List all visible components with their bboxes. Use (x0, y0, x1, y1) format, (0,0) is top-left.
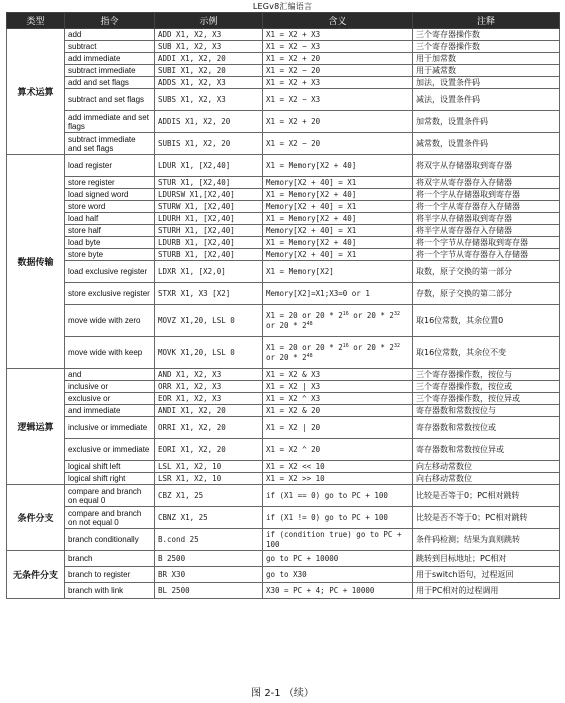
table-row (7, 77, 560, 89)
instruction-example: ADD X1, X2, X3 (155, 29, 263, 41)
instruction-name: subtract immediate and set flags (65, 133, 155, 155)
instruction-name: exclusive or (65, 393, 155, 405)
instruction-example: SUBIS X1, X2, 20 (155, 133, 263, 155)
instruction-note: 用于switch语句，过程返回 (413, 567, 560, 583)
table-body (7, 29, 560, 599)
instruction-note: 寄存器数和常数按位或 (413, 417, 560, 439)
instruction-name: store half (65, 225, 155, 237)
table-row (7, 551, 560, 567)
instruction-example: STURH X1, [X2,40] (155, 225, 263, 237)
instruction-meaning: X1 = Memory[X2 + 40] (263, 213, 413, 225)
instruction-name: branch with link (65, 583, 155, 599)
instruction-note: 比较是否不等于0；PC相对跳转 (413, 507, 560, 529)
instruction-example: B.cond 25 (155, 529, 263, 551)
instruction-example: STURW X1, [X2,40] (155, 201, 263, 213)
table-row (7, 507, 560, 529)
instruction-name: subtract (65, 41, 155, 53)
instruction-name: and (65, 369, 155, 381)
header-type: 类型 (7, 13, 65, 29)
instruction-name: store word (65, 201, 155, 213)
instruction-note: 减法，设置条件码 (413, 89, 560, 111)
instruction-example: B 2500 (155, 551, 263, 567)
table-row (7, 225, 560, 237)
meaning-text: or 20 * 2 (266, 352, 307, 362)
instruction-meaning: X1 = X2 + X3 (263, 29, 413, 41)
instruction-meaning: X1 = Memory[X2 + 40] (263, 155, 413, 177)
category-cell: 数据传输 (7, 155, 65, 369)
instruction-meaning: X1 = X2 >> 10 (263, 473, 413, 485)
instruction-meaning: X30 = PC + 4; PC + 10000 (263, 583, 413, 599)
instruction-note: 向左移动常数位 (413, 461, 560, 473)
instruction-example: MOVZ X1,20, LSL 0 (155, 305, 263, 337)
table-row (7, 155, 560, 177)
instruction-example: AND X1, X2, X3 (155, 369, 263, 381)
instruction-meaning: X1 = X2 & 20 (263, 405, 413, 417)
instruction-example: ORR X1, X2, X3 (155, 381, 263, 393)
instruction-example: STUR X1, [X2,40] (155, 177, 263, 189)
instruction-meaning: X1 = X2 ^ 20 (263, 439, 413, 461)
instruction-example: LDURH X1, [X2,40] (155, 213, 263, 225)
meaning-text: or 20 * 2 (348, 311, 394, 320)
instruction-example: LDURSW X1,[X2,40] (155, 189, 263, 201)
table-row (7, 393, 560, 405)
table-row (7, 381, 560, 393)
instruction-note: 将一个字节从寄存器存入存储器 (413, 249, 560, 261)
instruction-name: move wide with zero (65, 305, 155, 337)
instruction-note: 将半字从寄存器存入存储器 (413, 225, 560, 237)
table-row (7, 583, 560, 599)
instruction-name: add and set flags (65, 77, 155, 89)
table-row (7, 53, 560, 65)
instruction-name: branch conditionally (65, 529, 155, 551)
instruction-example: STURB X1, [X2,40] (155, 249, 263, 261)
instruction-example: ANDI X1, X2, 20 (155, 405, 263, 417)
instruction-example: LSL X1, X2, 10 (155, 461, 263, 473)
instruction-note: 比较是否等于0；PC相对跳转 (413, 485, 560, 507)
instruction-note: 条件码检测；结果为真则跳转 (413, 529, 560, 551)
instruction-meaning: X1 = Memory[X2 + 40] (263, 189, 413, 201)
instruction-meaning: X1 = X2 − X3 (263, 41, 413, 53)
instruction-example: BL 2500 (155, 583, 263, 599)
instruction-note: 将一个字节从存储器取到寄存器 (413, 237, 560, 249)
legv8-table (6, 12, 560, 599)
instruction-example: LDUR X1, [X2,40] (155, 155, 263, 177)
page-title: LEGv8汇编语言 (252, 2, 313, 11)
table-row (7, 485, 560, 507)
instruction-meaning: X1 = X2 & X3 (263, 369, 413, 381)
instruction-note: 三个寄存器操作数 (413, 29, 560, 41)
instruction-name: load half (65, 213, 155, 225)
instruction-example: STXR X1, X3 [X2] (155, 283, 263, 305)
instruction-example: SUB X1, X2, X3 (155, 41, 263, 53)
instruction-note: 将双字从寄存器存入存储器 (413, 177, 560, 189)
table-row (7, 405, 560, 417)
instruction-note: 用于减常数 (413, 65, 560, 77)
instruction-meaning: if (X1 != 0) go to PC + 100 (263, 507, 413, 529)
table-row (7, 213, 560, 225)
table-row (7, 111, 560, 133)
instruction-name: logical shift right (65, 473, 155, 485)
instruction-name: load exclusive register (65, 261, 155, 283)
instruction-note: 三个寄存器操作数 (413, 41, 560, 53)
instruction-meaning: Memory[X2 + 40] = X1 (263, 201, 413, 213)
instruction-note: 取16位常数，其余位置0 (413, 305, 560, 337)
table-row (7, 305, 560, 337)
instruction-meaning: X1 = Memory[X2] (263, 261, 413, 283)
instruction-example: LDURB X1, [X2,40] (155, 237, 263, 249)
instruction-note: 存数，原子交换的第二部分 (413, 283, 560, 305)
instruction-meaning (263, 337, 413, 369)
instruction-example: ORRI X1, X2, 20 (155, 417, 263, 439)
instruction-example: BR X30 (155, 567, 263, 583)
table-row (7, 337, 560, 369)
table-row (7, 261, 560, 283)
table-row (7, 249, 560, 261)
instruction-note: 三个寄存器操作数，按位异或 (413, 393, 560, 405)
instruction-note: 三个寄存器操作数，按位与 (413, 369, 560, 381)
instruction-note: 将一个字从存储器取到寄存器 (413, 189, 560, 201)
instruction-note: 用于加常数 (413, 53, 560, 65)
meaning-text: X1 = 20 or 20 * 2 (266, 311, 343, 320)
exponent: 16 (342, 343, 349, 349)
instruction-note: 加法，设置条件码 (413, 77, 560, 89)
instruction-example: EOR X1, X2, X3 (155, 393, 263, 405)
instruction-name: compare and branch on equal 0 (65, 485, 155, 507)
instruction-note: 减常数，设置条件码 (413, 133, 560, 155)
instruction-note: 寄存器数和常数按位异或 (413, 439, 560, 461)
instruction-meaning: X1 = X2 + X3 (263, 77, 413, 89)
instruction-example: EORI X1, X2, 20 (155, 439, 263, 461)
table-row (7, 201, 560, 213)
instruction-name: store register (65, 177, 155, 189)
instruction-meaning: X1 = X2 + 20 (263, 53, 413, 65)
instruction-note: 将半字从存储器取到寄存器 (413, 213, 560, 225)
category-cell: 逻辑运算 (7, 369, 65, 485)
instruction-meaning: X1 = X2 − X3 (263, 89, 413, 111)
table-row (7, 29, 560, 41)
instruction-meaning: go to PC + 10000 (263, 551, 413, 567)
table-row (7, 133, 560, 155)
category-cell: 条件分支 (7, 485, 65, 551)
instruction-note: 向右移动常数位 (413, 473, 560, 485)
instruction-meaning: X1 = X2 − 20 (263, 133, 413, 155)
instruction-example: CBZ X1, 25 (155, 485, 263, 507)
instruction-note: 将双字从存储器取到寄存器 (413, 155, 560, 177)
exponent: 48 (306, 352, 313, 359)
instruction-meaning: X1 = X2 − 20 (263, 65, 413, 77)
instruction-example: ADDIS X1, X2, 20 (155, 111, 263, 133)
table-row (7, 65, 560, 77)
instruction-name: exclusive or immediate (65, 439, 155, 461)
header-meaning: 含义 (263, 13, 413, 29)
table-row (7, 283, 560, 305)
instruction-note: 取数，原子交换的第一部分 (413, 261, 560, 283)
table-row (7, 189, 560, 201)
instruction-meaning: Memory[X2 + 40] = X1 (263, 225, 413, 237)
table-row (7, 567, 560, 583)
table-row (7, 177, 560, 189)
instruction-name: move wide with keep (65, 337, 155, 369)
header-row (7, 13, 560, 29)
exponent: 32 (393, 311, 400, 317)
instruction-example: ADDS X1, X2, X3 (155, 77, 263, 89)
instruction-meaning: X1 = X2 | X3 (263, 381, 413, 393)
instruction-meaning: Memory[X2 + 40] = X1 (263, 249, 413, 261)
table-row (7, 369, 560, 381)
instruction-name: store exclusive register (65, 283, 155, 305)
table-row (7, 439, 560, 461)
instruction-example: MOVK X1,20, LSL 0 (155, 337, 263, 369)
instruction-meaning: Memory[X2 + 40] = X1 (263, 177, 413, 189)
table-row (7, 41, 560, 53)
instruction-meaning: X1 = X2 ^ X3 (263, 393, 413, 405)
instruction-note: 跳转到目标地址；PC相对 (413, 551, 560, 567)
instruction-meaning: if (condition true) go to PC + 100 (263, 529, 413, 551)
instruction-name: inclusive or (65, 381, 155, 393)
table-row (7, 237, 560, 249)
instruction-example: ADDI X1, X2, 20 (155, 53, 263, 65)
instruction-example: SUBS X1, X2, X3 (155, 89, 263, 111)
instruction-name: load signed word (65, 189, 155, 201)
instruction-meaning: X1 = Memory[X2 + 40] (263, 237, 413, 249)
instruction-example: SUBI X1, X2, 20 (155, 65, 263, 77)
instruction-note: 加常数，设置条件码 (413, 111, 560, 133)
category-cell: 无条件分支 (7, 551, 65, 599)
header-instruction: 指令 (65, 13, 155, 29)
instruction-note: 取16位常数，其余位不变 (413, 337, 560, 369)
instruction-meaning: if (X1 == 0) go to PC + 100 (263, 485, 413, 507)
instruction-example: CBNZ X1, 25 (155, 507, 263, 529)
instruction-name: load byte (65, 237, 155, 249)
instruction-note: 用于PC相对的过程调用 (413, 583, 560, 599)
instruction-meaning (263, 305, 413, 337)
instruction-name: store byte (65, 249, 155, 261)
instruction-name: load register (65, 155, 155, 177)
instruction-name: branch (65, 551, 155, 567)
instruction-example: LSR X1, X2, 10 (155, 473, 263, 485)
table-row (7, 417, 560, 439)
instruction-note: 将一个字从寄存器存入存储器 (413, 201, 560, 213)
instruction-meaning: X1 = X2 | 20 (263, 417, 413, 439)
table-row (7, 461, 560, 473)
instruction-name: subtract immediate (65, 65, 155, 77)
table-row (7, 473, 560, 485)
figure-caption: 图 2-1 （续） (251, 688, 314, 699)
instruction-name: add immediate and set flags (65, 111, 155, 133)
instruction-name: logical shift left (65, 461, 155, 473)
header-note: 注释 (413, 13, 560, 29)
header-example: 示例 (155, 13, 263, 29)
exponent: 16 (342, 311, 349, 317)
meaning-text: or 20 * 2 (266, 320, 307, 330)
instruction-meaning: X1 = X2 << 10 (263, 461, 413, 473)
exponent: 48 (306, 320, 313, 327)
exponent: 32 (393, 343, 400, 349)
category-cell: 算术运算 (7, 29, 65, 155)
instruction-meaning: Memory[X2]=X1;X3=0 or 1 (263, 283, 413, 305)
instruction-meaning: X1 = X2 + 20 (263, 111, 413, 133)
instruction-note: 寄存器数和常数按位与 (413, 405, 560, 417)
meaning-text: X1 = 20 or 20 * 2 (266, 343, 343, 352)
table-row (7, 89, 560, 111)
instruction-note: 三个寄存器操作数，按位或 (413, 381, 560, 393)
instruction-name: add immediate (65, 53, 155, 65)
instruction-meaning: go to X30 (263, 567, 413, 583)
instruction-name: add (65, 29, 155, 41)
instruction-name: branch to register (65, 567, 155, 583)
instruction-name: subtract and set flags (65, 89, 155, 111)
meaning-text: or 20 * 2 (348, 343, 394, 352)
instruction-name: inclusive or immediate (65, 417, 155, 439)
table-row (7, 529, 560, 551)
instruction-name: and immediate (65, 405, 155, 417)
instruction-name: compare and branch on not equal 0 (65, 507, 155, 529)
instruction-example: LDXR X1, [X2,0] (155, 261, 263, 283)
